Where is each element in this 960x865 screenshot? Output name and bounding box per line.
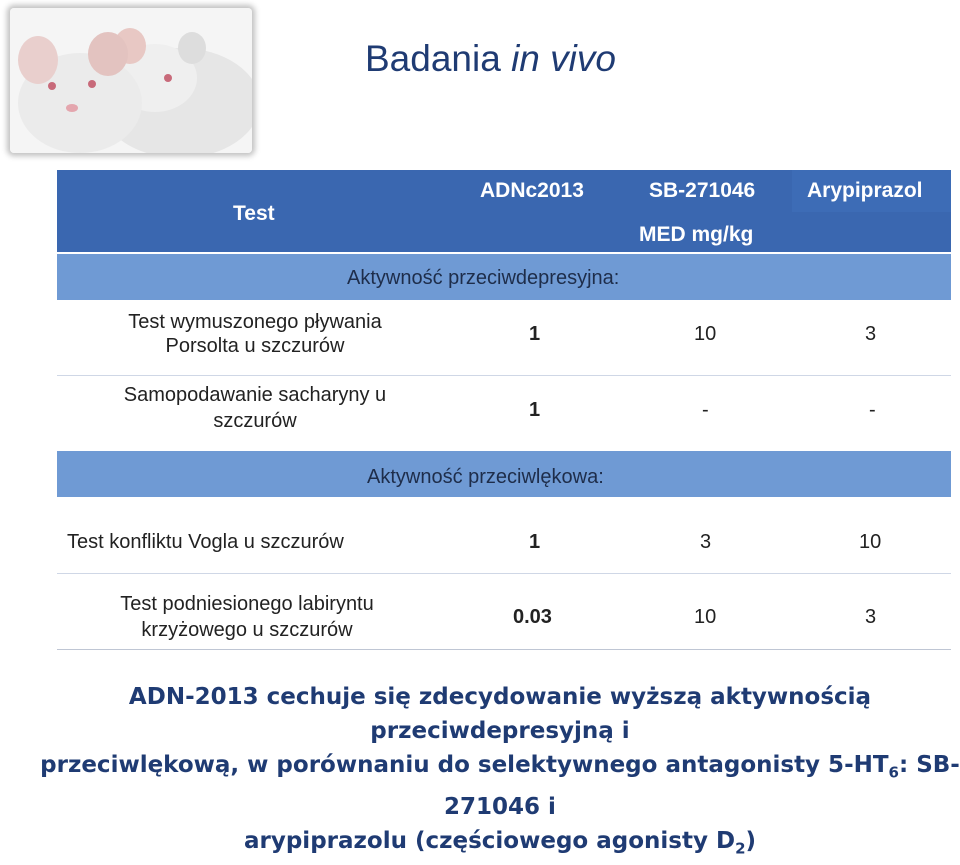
row-divider — [57, 573, 951, 574]
summary-line1: ADN-2013 cechuje się zdecydowanie wyższą aktywnością przeciwdepresyjną i — [128, 684, 872, 744]
row3-v1: 1 — [529, 531, 541, 553]
row2-v2: - — [702, 399, 709, 421]
row4-name-1: Test podniesionego labiryntu — [120, 593, 374, 615]
row1-name-1: Test wymuszonego pływania — [128, 311, 382, 333]
row1-v2: 10 — [694, 323, 717, 345]
summary-line3 — [40, 824, 960, 865]
rats-photo — [10, 8, 252, 153]
title-italic: in vivo — [511, 38, 616, 79]
row1-v3: 3 — [865, 323, 877, 345]
row3-v3: 10 — [859, 531, 882, 553]
rats-image — [10, 8, 252, 153]
summary-text — [40, 680, 960, 865]
summary-line3b: ) — [745, 827, 757, 854]
row3-name-1: Test konfliktu Vogla u szczurów — [67, 531, 344, 553]
header-col1: ADNc2013 — [480, 179, 584, 202]
section1-label: Aktywność przeciwdepresyjna: — [347, 267, 620, 289]
section2-label: Aktywność przeciwlękowa: — [367, 466, 604, 488]
summary-line3a: arypiprazolu (częściowego agonisty D — [243, 827, 736, 854]
row4-v1: 0.03 — [513, 606, 552, 628]
row1-name-2: Porsolta u szczurów — [165, 335, 345, 357]
row2-name-2: szczurów — [213, 410, 297, 432]
row2-v1: 1 — [529, 399, 541, 421]
subscript-6: 6 — [888, 763, 899, 782]
results-table — [57, 170, 951, 650]
page-title — [365, 38, 616, 80]
row1-v1: 1 — [529, 323, 541, 345]
row3-v2: 3 — [700, 531, 712, 553]
title-main: Badania — [365, 38, 512, 79]
summary-line2b: : SB-271046 i — [444, 752, 960, 820]
row2-name-1: Samopodawanie sacharyny u — [123, 384, 387, 406]
summary-line2a: przeciwlękową, w porównaniu do selektywnego antagonisty 5-HT — [40, 752, 889, 778]
row4-v2: 10 — [694, 606, 717, 628]
subscript-2: 2 — [735, 839, 746, 858]
row-divider — [57, 375, 951, 376]
row4-v3: 3 — [865, 606, 877, 628]
row4-name-2: krzyżowego u szczurów — [141, 619, 353, 641]
header-col2: SB-271046 — [649, 179, 756, 202]
row2-v3: - — [869, 399, 876, 421]
table-bottom-line — [57, 649, 951, 650]
summary-line2 — [40, 748, 960, 824]
header-test: Test — [233, 202, 275, 225]
header-unit: MED mg/kg — [639, 223, 754, 246]
header-col3: Arypiprazol — [807, 179, 923, 202]
